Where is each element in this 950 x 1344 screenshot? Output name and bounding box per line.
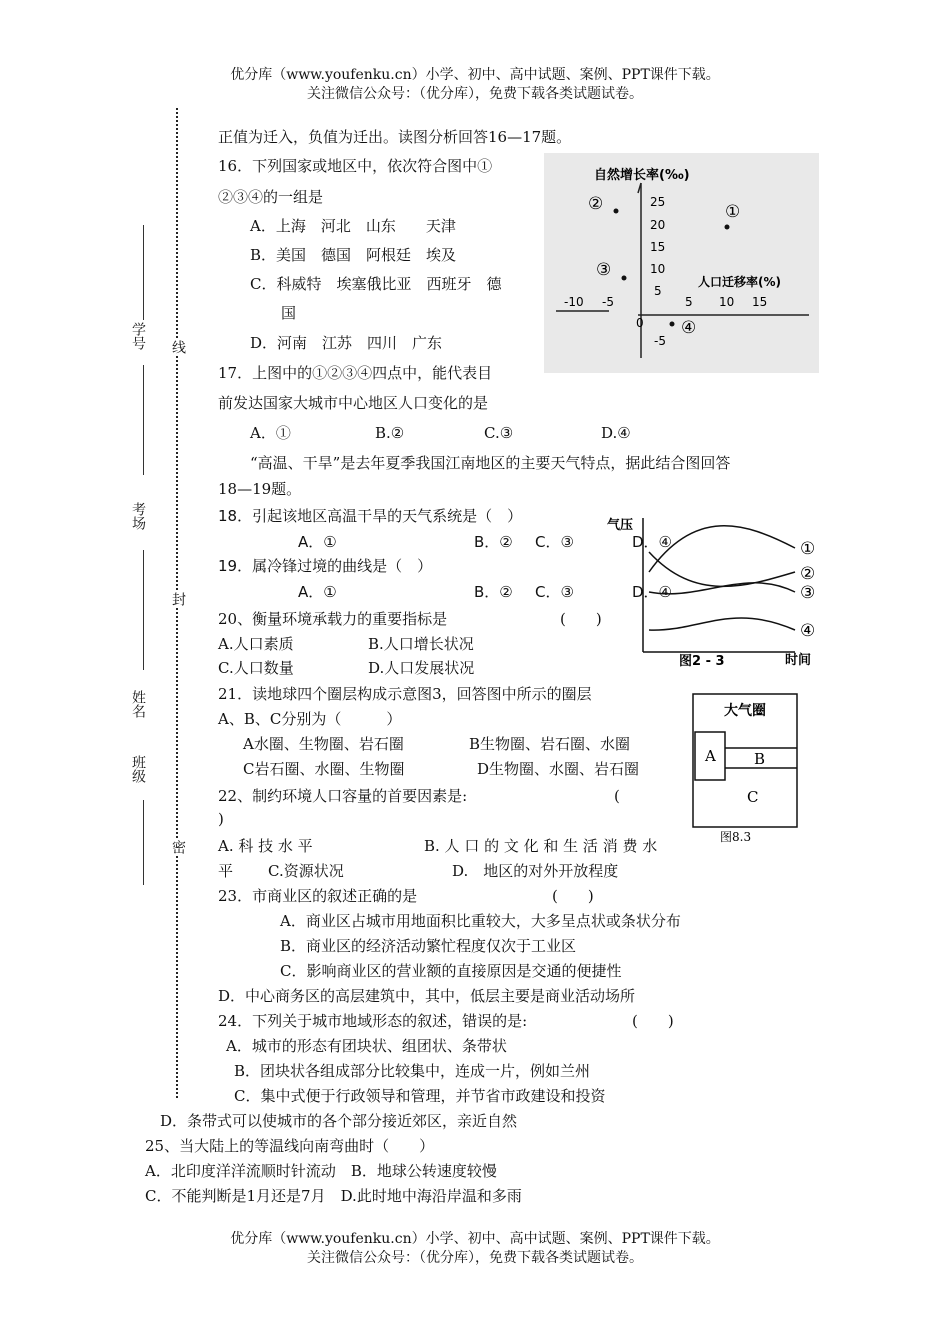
margin-underline-1 [143,225,144,320]
x-tick-5: 5 [685,295,693,309]
q18-stem: 18．引起该地区高温干旱的天气系统是（ ） [218,507,523,525]
figure-area [605,512,825,672]
q16-stem-1: 16．下列国家或地区中，依次符合图中① [218,157,493,175]
fig3-caption: 图8.3 [720,830,752,844]
q23-option-c: C．影响商业区的营业额的直接原因是交通的便捷性 [280,962,622,980]
q25-stem: 25、当大陆上的等温线向南弯曲时（ ） [145,1137,435,1155]
label-b: B [754,750,766,768]
class-label: 班级 [130,755,146,783]
student-no-label: 学号 [130,322,146,350]
q16-option-c: C．科威特 埃塞俄比亚 西班牙 德 [250,275,502,293]
q16-option-a: A．上海 河北 山东 天津 [250,217,456,235]
q25-options-cd: C．不能判断是1月还是7月 D.此时地中海沿岸温和多雨 [145,1187,522,1205]
q24-option-b: B．团块状各组成部分比较集中，连成一片，例如兰州 [234,1062,591,1080]
point-4-label: ④ [681,318,697,338]
margin-underline-4 [143,800,144,885]
header-line-2: 关注微信公众号：（优分库），免费下载各类试题试卷。 [307,86,643,102]
q23-stem: 23．市商业区的叙述正确的是 [218,887,418,905]
point-3-label: ③ [596,260,612,280]
q22-option-b: B. 人 口 的 文 化 和 生 活 消 费 水 [424,837,658,855]
intro2-line-2: 18—19题。 [218,480,302,498]
label-a: A [705,747,716,765]
time-axis-label: 时间 [785,653,812,668]
q21-option-d: D生物圈、水圈、岩石圈 [477,760,640,778]
q18-option-d: D．④ [632,533,672,551]
point-4 [670,322,675,327]
q22-paren-close: ) [218,810,224,828]
q24-option-a: A．城市的形态有团块状、组团状、条带状 [226,1037,507,1055]
curve-3 [649,583,795,594]
q20-paren: ( ) [560,610,602,628]
q19-stem: 19．属冷锋过境的曲线是（ ） [218,557,433,575]
x-axis-label: 人口迁移率(%) [698,275,781,289]
q19-option-c: C．③ [535,583,574,601]
q23-paren: ( ) [552,887,594,905]
margin-underline-2 [143,365,144,475]
q17-option-a: A．① [250,424,291,442]
q21-option-b: B生物圈、岩石圈、水圈 [469,735,631,753]
seal-mi-char: 密 [170,840,186,854]
atmosphere-label: 大气圈 [724,703,766,719]
y-tick-10: 10 [650,262,666,276]
point-2-label: ② [588,194,604,214]
curve-3-label: ③ [800,583,816,603]
seal-feng-char: 封 [170,592,186,606]
y-tick-neg5: -5 [654,334,666,348]
curve-2 [649,552,795,586]
q17-option-b: B.② [375,424,405,442]
q24-option-d: D．条带式可以使城市的各个部分接近郊区，亲近自然 [160,1112,518,1130]
q24-paren: ( ) [632,1012,674,1030]
q17-stem-2: 前发达国家大城市中心地区人口变化的是 [218,394,489,412]
y-tick-25: 25 [650,195,666,209]
label-c: C [747,788,759,806]
q22-paren-open: ( [614,787,620,805]
q24-stem: 24．下列关于城市地域形态的叙述，错误的是: [218,1012,528,1030]
q16-option-c-cont: 国 [281,304,297,322]
figure-background [544,153,819,373]
q18-option-b: B．② [474,533,513,551]
q18-option-c: C．③ [535,533,574,551]
curve-4-label: ④ [800,621,816,641]
q20-option-b: B.人口增长状况 [368,635,474,653]
point-1 [725,225,730,230]
x-tick-15: 15 [752,295,768,309]
q16-option-d: D．河南 江苏 四川 广东 [250,334,443,352]
pressure-axis-label: 气压 [607,518,634,533]
q22-option-a: A. 科 技 水 平 [218,837,313,855]
pressure-curve-figure [605,512,825,672]
margin-underline-3 [143,550,144,670]
earth-spheres-figure [690,692,800,847]
q20-option-d: D.人口发展状况 [368,659,475,677]
intro2-line-1: “高温、干旱”是去年夏季我国江南地区的主要天气特点，据此结合图回答 [250,454,731,472]
q24-option-c: C．集中式便于行政领导和管理，并节省市政建设和投资 [234,1087,606,1105]
q21-stem-1: 21．读地球四个圈层构成示意图3，回答图中所示的圈层 [218,685,592,703]
x-tick-10: 10 [719,295,735,309]
curve-4 [649,618,795,630]
q23-option-b: B．商业区的经济活动繁忙程度仅次于工业区 [280,937,577,955]
q20-option-a: A.人口素质 [218,635,294,653]
q22-option-b-cont: 平 [218,862,234,880]
q23-option-d: D．中心商务区的高层建筑中，其中，低层主要是商业活动场所 [218,987,636,1005]
curve-1 [649,526,795,572]
q23-option-a: A．商业区占城市用地面积比重较大，大多呈点状或条状分布 [280,912,681,930]
q22-stem: 22、制约环境人口容量的首要因素是: [218,787,468,805]
curve-1-label: ① [800,539,816,559]
q22-option-c: C.资源状况 [268,862,344,880]
footer-line-2: 关注微信公众号：（优分库），免费下载各类试题试卷。 [307,1250,643,1266]
y-tick-5: 5 [654,284,662,298]
q22-option-d: D. 地区的对外开放程度 [452,862,619,880]
q19-option-a: A．① [298,583,337,601]
y-tick-20: 20 [650,218,666,232]
origin-label: 0 [636,316,644,330]
q16-option-b: B．美国 德国 阿根廷 埃及 [250,246,457,264]
exam-room-label: 考场 [130,502,146,530]
q19-option-d: D．④ [632,583,672,601]
q20-stem: 20、衡量环境承载力的重要指标是 [218,610,448,628]
name-label: 姓名 [130,690,146,718]
q19-option-b: B．② [474,583,513,601]
q17-option-c: C.③ [484,424,514,442]
header-line-1: 优分库（www.youfenku.cn）小学、初中、高中试题、案例、PPT课件下载。 [230,67,720,83]
q21-stem-2: A、B、C分别为（ ） [218,710,402,728]
point-1-label: ① [725,202,741,222]
point-3 [622,276,627,281]
y-axis-label: 自然增长率(‰) [594,168,690,183]
y-tick-15: 15 [650,240,666,254]
population-scatter-figure [544,153,819,373]
q17-stem-1: 17．上图中的①②③④四点中，能代表目 [218,364,493,382]
q20-option-c: C.人口数量 [218,659,294,677]
footer-line-1: 优分库（www.youfenku.cn）小学、初中、高中试题、案例、PPT课件下载。 [230,1231,720,1247]
seal-line-char: 线 [170,340,186,354]
point-2 [614,209,619,214]
fig2-caption: 图2 - 3 [679,654,725,669]
x-tick-neg10: -10 [564,295,584,309]
x-tick-neg5: -5 [602,295,614,309]
q18-option-a: A．① [298,533,337,551]
q21-option-a: A水圈、生物圈、岩石圈 [243,735,404,753]
q25-options-ab: A．北印度洋洋流顺时针流动 B．地球公转速度较慢 [145,1162,497,1180]
q21-option-c: C岩石圈、水圈、生物圈 [243,760,405,778]
curve-2-label: ② [800,564,816,584]
intro-text: 正值为迁入，负值为迁出。读图分析回答16—17题。 [218,128,572,146]
q17-option-d: D.④ [601,424,631,442]
q16-stem-2: ②③④的一组是 [218,188,324,206]
